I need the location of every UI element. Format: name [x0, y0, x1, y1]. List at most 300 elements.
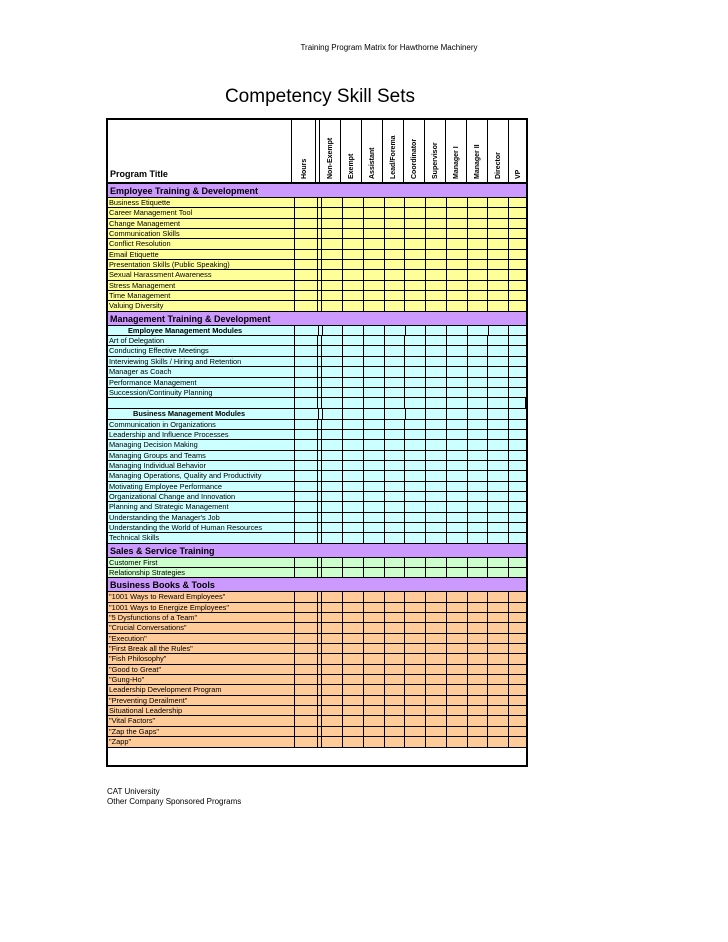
table-cell: [509, 558, 526, 567]
table-cell: [426, 665, 447, 674]
table-header-row: [108, 120, 526, 184]
table-row: [108, 685, 526, 695]
table-cell: [385, 665, 406, 674]
table-cell: [509, 301, 526, 310]
table-cell: [426, 346, 447, 355]
table-cell: [447, 603, 468, 612]
table-cell: [295, 592, 319, 601]
table-cell: [488, 533, 509, 542]
table-cell: [509, 634, 526, 643]
table-cell: [509, 291, 526, 300]
table-cell: [488, 471, 509, 480]
table-cell: [488, 367, 509, 376]
table-cell: [468, 291, 489, 300]
program-name: Situational Leadership: [108, 706, 295, 715]
table-cell: [447, 492, 468, 501]
table-cell: [295, 219, 319, 228]
table-cell: [322, 336, 343, 345]
table-cell: [426, 301, 447, 310]
table-cell: [405, 603, 426, 612]
table-cell: [488, 675, 509, 684]
table-row: [108, 336, 526, 346]
program-name: "5 Dysfunctions of a Team": [108, 613, 295, 622]
table-cell: [343, 198, 364, 207]
table-cell: [447, 471, 468, 480]
table-cell: [322, 482, 343, 491]
table-cell: [322, 492, 343, 501]
table-cell: [343, 644, 364, 653]
table-cell: [343, 603, 364, 612]
table-cell: [343, 623, 364, 632]
table-cell: [447, 592, 468, 601]
table-cell: [343, 471, 364, 480]
table-cell: [426, 239, 447, 248]
table-cell: [488, 346, 509, 355]
table-row: [108, 378, 526, 388]
table-cell: [488, 378, 509, 387]
table-cell: [364, 430, 385, 439]
table-cell: [509, 451, 526, 460]
table-cell: [385, 644, 406, 653]
table-cell: [426, 378, 447, 387]
table-cell: [488, 420, 509, 429]
table-cell: [364, 336, 385, 345]
table-cell: [364, 260, 385, 269]
table-cell: [405, 281, 426, 290]
table-cell: [343, 301, 364, 310]
table-cell: [364, 440, 385, 449]
table-cell: [509, 430, 526, 439]
table-row: [108, 219, 526, 229]
table-cell: [322, 357, 343, 366]
table-cell: [385, 281, 406, 290]
table-cell: [385, 198, 406, 207]
table-cell: [364, 281, 385, 290]
table-cell: [426, 654, 447, 663]
table-cell: [426, 281, 447, 290]
table-cell: [509, 737, 526, 746]
table-cell: [385, 291, 406, 300]
table-cell: [295, 727, 319, 736]
table-cell: [405, 592, 426, 601]
section-heading: Management Training & Development: [108, 312, 526, 326]
table-row: [108, 613, 526, 623]
table-cell: [426, 685, 447, 694]
table-cell: [468, 558, 489, 567]
table-cell: [322, 440, 343, 449]
table-cell: [447, 696, 468, 705]
table-cell: [343, 706, 364, 715]
table-cell: [509, 336, 526, 345]
table-cell: [426, 634, 447, 643]
table-cell: [509, 523, 526, 532]
table-cell: [447, 208, 468, 217]
table-cell: [405, 696, 426, 705]
table-cell: [488, 357, 509, 366]
table-cell: [295, 451, 319, 460]
table-cell: [364, 482, 385, 491]
table-cell: [447, 440, 468, 449]
table-cell: [468, 665, 489, 674]
table-cell: [364, 665, 385, 674]
table-cell: [322, 568, 343, 577]
table-cell: [364, 603, 385, 612]
page-title: Competency Skill Sets: [224, 86, 416, 107]
table-cell: [343, 461, 364, 470]
table-cell: [405, 451, 426, 460]
table-cell: [405, 301, 426, 310]
table-cell: [323, 326, 344, 335]
table-cell: [405, 623, 426, 632]
table-cell: [405, 430, 426, 439]
table-cell: [295, 430, 319, 439]
table-cell: [509, 613, 526, 622]
table-row: [108, 430, 526, 440]
table-cell: [343, 409, 364, 418]
table-cell: [447, 281, 468, 290]
program-name: "Zap the Gaps": [108, 727, 295, 736]
program-name: "Gung-Ho": [108, 675, 295, 684]
table-cell: [468, 634, 489, 643]
table-cell: [447, 430, 468, 439]
program-name: "Zapp": [108, 737, 295, 746]
table-cell: [385, 388, 406, 397]
program-name: Managing Decision Making: [108, 440, 295, 449]
table-cell: [488, 654, 509, 663]
table-cell: [509, 357, 526, 366]
table-cell: [343, 482, 364, 491]
table-cell: [488, 430, 509, 439]
program-name: "Good to Great": [108, 665, 295, 674]
table-cell: [405, 378, 426, 387]
table-cell: [447, 378, 468, 387]
table-row: [108, 260, 526, 270]
table-cell: [405, 270, 426, 279]
table-cell: [447, 558, 468, 567]
table-cell: [426, 568, 447, 577]
table-row: [108, 388, 526, 398]
table-cell: [322, 388, 343, 397]
program-name: Leadership and Influence Processes: [108, 430, 295, 439]
table-cell: [509, 623, 526, 632]
table-cell: [488, 568, 509, 577]
table-cell: [385, 336, 406, 345]
table-cell: [322, 270, 343, 279]
table-cell: [295, 357, 319, 366]
table-cell: [322, 523, 343, 532]
table-cell: [322, 281, 343, 290]
table-cell: [295, 737, 319, 746]
table-cell: [322, 420, 343, 429]
section-heading: Business Books & Tools: [108, 578, 526, 592]
table-row: [108, 482, 526, 492]
table-row: [108, 440, 526, 450]
table-cell: [509, 696, 526, 705]
table-row: [108, 346, 526, 356]
table-cell: [385, 568, 406, 577]
table-cell: [295, 461, 319, 470]
table-cell: [509, 533, 526, 542]
table-cell: [385, 716, 406, 725]
table-cell: [385, 471, 406, 480]
table-cell: [468, 482, 489, 491]
program-name: Manager as Coach: [108, 367, 295, 376]
table-cell: [488, 250, 509, 259]
table-cell: [447, 260, 468, 269]
table-cell: [488, 513, 509, 522]
table-cell: [509, 482, 526, 491]
table-cell: [488, 301, 509, 310]
table-cell: [488, 208, 509, 217]
table-cell: [447, 451, 468, 460]
table-cell: [447, 367, 468, 376]
table-cell: [343, 430, 364, 439]
table-cell: [468, 675, 489, 684]
table-cell: [468, 388, 489, 397]
table-cell: [426, 198, 447, 207]
table-cell: [488, 219, 509, 228]
table-cell: [343, 208, 364, 217]
table-cell: [488, 239, 509, 248]
program-name: Email Etiquette: [108, 250, 295, 259]
table-cell: [488, 592, 509, 601]
column-header-vp: VP: [514, 169, 522, 179]
footer-notes: [107, 787, 241, 807]
table-cell: [385, 250, 406, 259]
table-cell: [509, 239, 526, 248]
table-cell: [509, 706, 526, 715]
table-cell: [405, 219, 426, 228]
table-cell: [447, 737, 468, 746]
table-cell: [405, 706, 426, 715]
program-name: Interviewing Skills / Hiring and Retention: [108, 357, 295, 366]
competency-matrix-table: [106, 118, 528, 767]
table-cell: [295, 482, 319, 491]
table-cell: [488, 706, 509, 715]
table-cell: [426, 357, 447, 366]
table-cell: [364, 502, 385, 511]
table-cell: [468, 603, 489, 612]
table-cell: [295, 706, 319, 715]
table-cell: [488, 502, 509, 511]
table-cell: [468, 613, 489, 622]
table-cell: [385, 613, 406, 622]
table-row: [108, 239, 526, 249]
table-cell: [364, 492, 385, 501]
table-cell: [343, 270, 364, 279]
program-name: "Vital Factors": [108, 716, 295, 725]
program-name: Understanding the World of Human Resources: [108, 523, 295, 532]
table-cell: [343, 492, 364, 501]
table-cell: [343, 260, 364, 269]
table-cell: [468, 502, 489, 511]
table-cell: [405, 198, 426, 207]
table-cell: [488, 388, 509, 397]
column-header-assistant: Assistant: [362, 120, 383, 182]
table-cell: [385, 229, 406, 238]
table-cell: [364, 367, 385, 376]
table-cell: [385, 492, 406, 501]
table-cell: [447, 250, 468, 259]
table-cell: [343, 654, 364, 663]
table-cell: [343, 336, 364, 345]
program-name: Managing Individual Behavior: [108, 461, 295, 470]
table-cell: [509, 367, 526, 376]
table-cell: [468, 451, 489, 460]
table-cell: [447, 482, 468, 491]
footer-line-other-programs: Other Company Sponsored Programs: [107, 797, 242, 806]
table-cell: [322, 471, 343, 480]
table-row: [108, 623, 526, 633]
table-cell: [343, 523, 364, 532]
table-cell: [447, 685, 468, 694]
table-cell: [295, 471, 319, 480]
table-cell: [406, 409, 427, 418]
column-header-director: Director: [488, 120, 509, 182]
table-cell: [385, 533, 406, 542]
table-cell: [295, 568, 319, 577]
table-cell: [343, 239, 364, 248]
table-cell: [385, 685, 406, 694]
table-cell: [295, 513, 319, 522]
table-cell: [447, 568, 468, 577]
table-cell: [295, 198, 319, 207]
table-row: [108, 281, 526, 291]
table-cell: [405, 558, 426, 567]
table-cell: [405, 665, 426, 674]
table-cell: [343, 685, 364, 694]
table-cell: [343, 250, 364, 259]
table-cell: [468, 727, 489, 736]
table-cell: [426, 523, 447, 532]
table-cell: [322, 654, 343, 663]
table-cell: [488, 644, 509, 653]
program-name: "First Break all the Rules": [108, 644, 295, 653]
table-cell: [468, 623, 489, 632]
table-cell: [509, 716, 526, 725]
table-cell: [323, 409, 344, 418]
table-row: [108, 326, 526, 336]
table-cell: [322, 737, 343, 746]
table-cell: [405, 291, 426, 300]
table-cell: [468, 685, 489, 694]
table-cell: [322, 558, 343, 567]
table-cell: [468, 492, 489, 501]
table-cell: [426, 270, 447, 279]
table-cell: [468, 219, 489, 228]
table-cell: [426, 260, 447, 269]
table-cell: [447, 644, 468, 653]
table-row: [108, 706, 526, 716]
table-cell: [447, 301, 468, 310]
table-row: [108, 208, 526, 218]
table-cell: [447, 461, 468, 470]
table-cell: [322, 301, 343, 310]
table-cell: [385, 367, 406, 376]
table-cell: [295, 644, 319, 653]
table-cell: [468, 533, 489, 542]
table-cell: [509, 198, 526, 207]
table-cell: [364, 685, 385, 694]
program-name: Managing Groups and Teams: [108, 451, 295, 460]
table-cell: [295, 623, 319, 632]
table-cell: [488, 409, 509, 418]
table-cell: [426, 644, 447, 653]
table-cell: [468, 568, 489, 577]
table-row: [108, 696, 526, 706]
table-row: [108, 603, 526, 613]
table-row: [108, 558, 526, 568]
table-cell: [426, 603, 447, 612]
program-name: Communication Skills: [108, 229, 295, 238]
table-cell: [447, 502, 468, 511]
table-cell: [426, 430, 447, 439]
table-cell: [447, 420, 468, 429]
table-cell: [447, 706, 468, 715]
table-cell: [468, 471, 489, 480]
table-cell: [405, 471, 426, 480]
table-cell: [509, 685, 526, 694]
table-cell: [364, 471, 385, 480]
table-cell: [468, 208, 489, 217]
table-cell: [509, 260, 526, 269]
table-cell: [509, 727, 526, 736]
table-cell: [322, 250, 343, 259]
table-cell: [488, 440, 509, 449]
table-cell: [426, 208, 447, 217]
table-cell: [405, 260, 426, 269]
table-cell: [364, 533, 385, 542]
table-cell: [447, 623, 468, 632]
table-cell: [488, 737, 509, 746]
table-cell: [509, 654, 526, 663]
table-row: [108, 229, 526, 239]
table-cell: [364, 239, 385, 248]
table-cell: [295, 281, 319, 290]
table-cell: [295, 208, 319, 217]
table-cell: [385, 603, 406, 612]
table-cell: [343, 388, 364, 397]
table-cell: [343, 716, 364, 725]
table-cell: [488, 716, 509, 725]
table-cell: [468, 260, 489, 269]
table-cell: [447, 533, 468, 542]
table-cell: [488, 461, 509, 470]
table-cell: [488, 685, 509, 694]
table-cell: [322, 461, 343, 470]
table-cell: [405, 346, 426, 355]
table-cell: [322, 533, 343, 542]
table-cell: [468, 737, 489, 746]
table-cell: [426, 482, 447, 491]
table-cell: [468, 523, 489, 532]
table-cell: [364, 229, 385, 238]
table-cell: [385, 523, 406, 532]
table-cell: [406, 326, 427, 335]
table-cell: [295, 229, 319, 238]
table-row: [108, 492, 526, 502]
table-cell: [295, 675, 319, 684]
program-name: Motivating Employee Performance: [108, 482, 295, 491]
table-cell: [447, 219, 468, 228]
table-cell: [488, 634, 509, 643]
table-cell: [295, 665, 319, 674]
table-cell: [343, 451, 364, 460]
table-cell: [343, 420, 364, 429]
table-row: [108, 523, 526, 533]
program-name: Customer First: [108, 558, 295, 567]
table-cell: [385, 430, 406, 439]
